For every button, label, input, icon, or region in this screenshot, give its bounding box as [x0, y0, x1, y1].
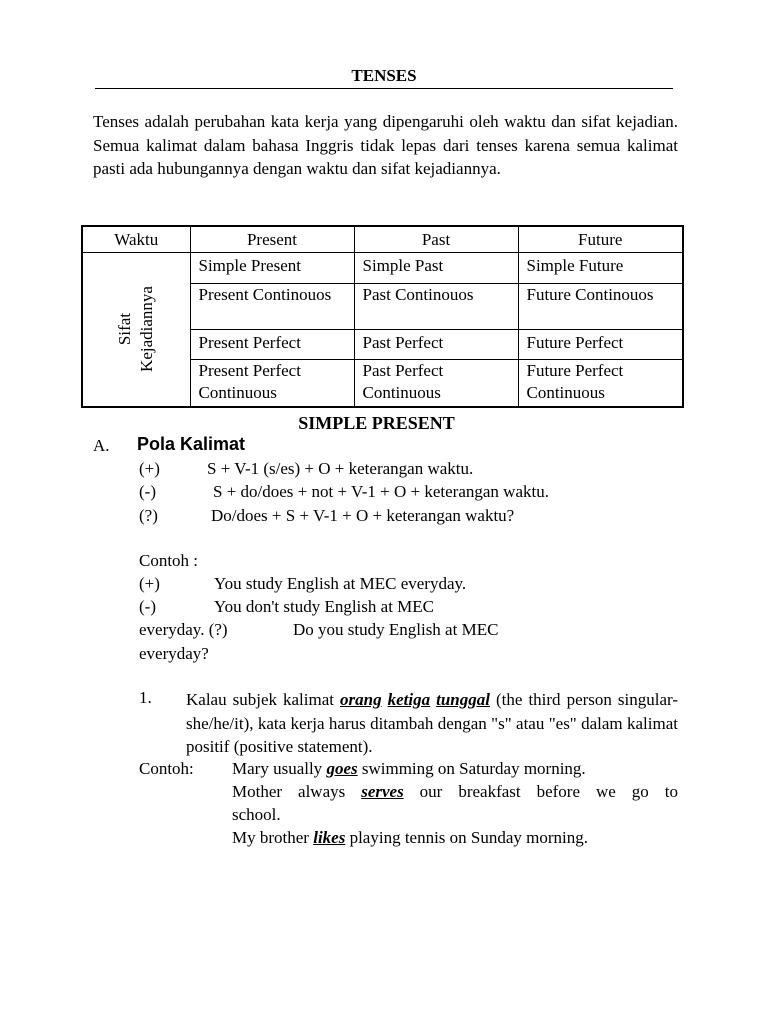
example-negative-sign: (-): [139, 597, 156, 616]
point-1-example-2-tail: school.: [232, 805, 281, 824]
table-cell: Present Perfect Continuous: [190, 360, 354, 407]
example-question: Do you study English at MEC: [293, 620, 499, 639]
table-cell: Simple Present: [190, 253, 354, 284]
pattern-question-sign: (?): [139, 506, 158, 525]
example-positive-sign: (+): [139, 574, 160, 593]
header-present: Present: [190, 226, 354, 253]
header-future: Future: [518, 226, 683, 253]
underlined-word: orang: [340, 690, 382, 709]
pattern-positive-sign: (+): [139, 459, 160, 478]
tenses-table: [81, 225, 684, 408]
point-1-number: 1.: [139, 688, 152, 707]
pattern-positive: S + V-1 (s/es) + O + keterangan waktu.: [207, 459, 474, 478]
example-question-sign: everyday. (?): [139, 620, 228, 639]
verb-serves: serves: [361, 782, 404, 801]
page-title: TENSES: [351, 66, 417, 85]
underlined-word: tunggal: [436, 690, 490, 709]
pattern-negative-sign: (-): [139, 482, 156, 501]
contoh-label: Contoh :: [139, 551, 199, 570]
pattern-negative: S + do/does + not + V-1 + O + keterangan waktu.: [213, 482, 549, 501]
point-1-example-2: Mother always serves our breakfast before we go to: [232, 782, 678, 801]
table-cell: Future Perfect Continuous: [518, 360, 683, 407]
table-cell: Simple Past: [354, 253, 518, 284]
example-question-tail: everyday?: [139, 644, 209, 663]
section-a-title: Pola Kalimat: [137, 434, 246, 454]
verb-goes: goes: [326, 759, 358, 778]
table-cell: Present Perfect: [190, 330, 354, 360]
point-1-contoh-label: Contoh:: [139, 759, 194, 778]
point-1: [139, 688, 678, 759]
example-negative: You don't study English at MEC: [214, 597, 435, 616]
header-past: Past: [354, 226, 518, 253]
title-underline: [95, 88, 673, 89]
point-1-example-1: Mary usually goes swimming on Saturday morning.: [232, 759, 586, 778]
underlined-word: ketiga: [387, 690, 431, 709]
pattern-question: Do/does + S + V-1 + O + keterangan waktu?: [211, 506, 515, 525]
sifat-kejadiannya-label: Sifat Kejadiannya: [115, 286, 157, 373]
table-cell: Future Continouos: [518, 284, 683, 330]
table-cell: Present Continouos: [190, 284, 354, 330]
intro-paragraph: Tenses adalah perubahan kata kerja yang dipengaruhi oleh waktu dan sifat kejadian. Semua kalimat dalam bahasa Inggris tidak lepas dari tenses karena semua kalimat pasti ada hubungannya dengan waktu dan sifat kejadiannya.: [93, 112, 678, 178]
table-cell: Past Perfect: [354, 330, 518, 360]
sifat-kejadiannya-cell: [82, 253, 190, 407]
section-title: SIMPLE PRESENT: [298, 413, 455, 433]
table-row: [82, 253, 683, 284]
header-waktu: Waktu: [82, 226, 190, 253]
example-positive: You study English at MEC everyday.: [214, 574, 467, 593]
section-a-marker: A.: [93, 436, 110, 455]
point-1-example-3: My brother likes playing tennis on Sunday morning.: [232, 828, 589, 847]
table-cell: Past Continouos: [354, 284, 518, 330]
table-cell: Simple Future: [518, 253, 683, 284]
table-header-row: [82, 226, 683, 253]
table-cell: Future Perfect: [518, 330, 683, 360]
verb-likes: likes: [313, 828, 346, 847]
point-1-text: Kalau subjek kalimat orang ketiga tunggal (the third person singular-she/he/it), kata kerja harus ditambah dengan "s" atau "es" dalam kalimat positif (positive statement).: [186, 690, 678, 756]
table-cell: Past Perfect Continuous: [354, 360, 518, 407]
